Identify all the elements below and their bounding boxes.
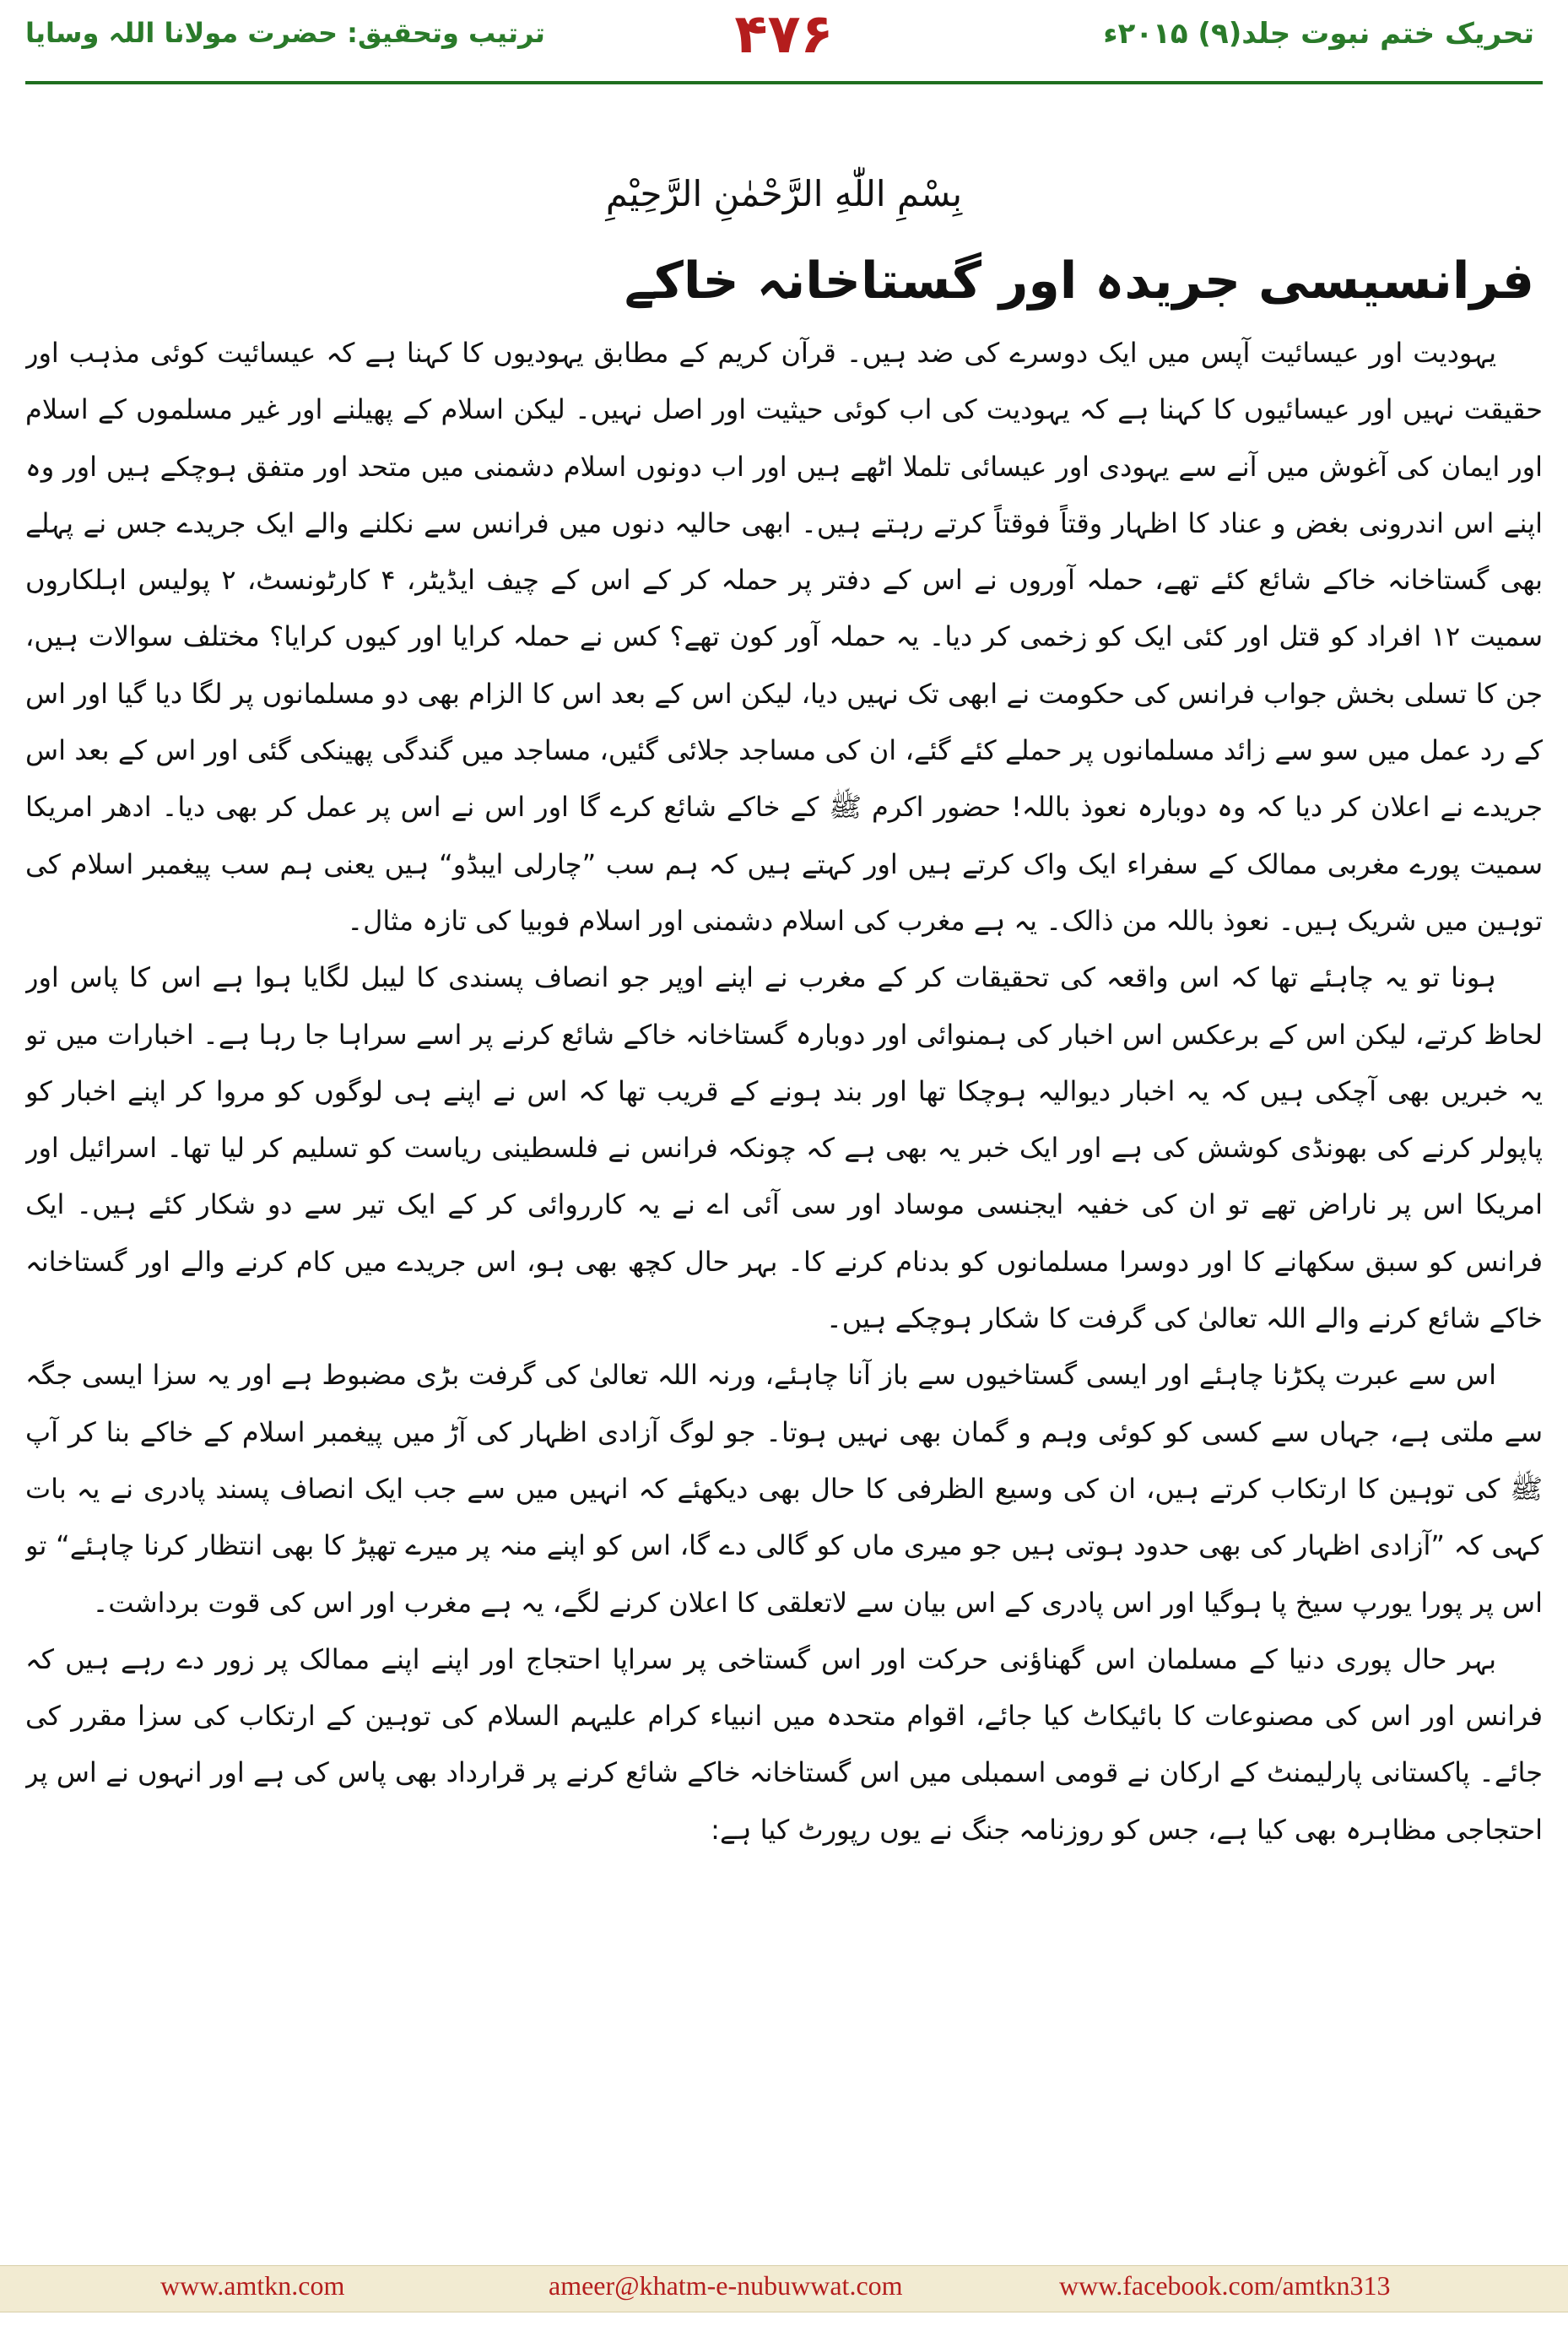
paragraph: اس سے عبرت پکڑنا چاہئے اور ایسی گستاخیوں سے باز آنا چاہئے، ورنہ اللہ تعالیٰ کی گرفت بڑی مضبوط ہے اور یہ سزا ایسی جگہ سے ملتی ہے، جہاں سے کسی کو کوئی وہم و گمان بھی نہیں ہوتا۔ جو لوگ آزادی اظہار کی آڑ میں پیغمبر اسلام کے خاکے بنا کر آپ ﷺ کی توہین کا ارتکاب کرتے ہیں، ان کی وسیع الظرفی کا حال بھی دیکھئے کہ انہیں میں سے جب ایک انصاف پسند پادری نے یہ بات کہی کہ ”آزادی اظہار کی بھی حدود ہوتی ہیں جو میری ماں کو گالی دے گا، اس کو اپنے منہ پر میرے تھپڑ کا بھی انتظار کرنا چاہئے“ تو اس پر پورا یورپ سیخ پا ہوگیا اور اس پادری کے اس بیان سے لاتعلقی کا اعلان کرنے لگے، یہ ہے مغرب اور اس کی قوت برداشت۔: [25, 1359, 1543, 1619]
website-link[interactable]: www.amtkn.com: [160, 2270, 345, 2301]
page-number: ۴۷۶: [734, 3, 834, 66]
series-title: تحریک ختم نبوت جلد(۹) ۲۰۱۵ء: [1103, 17, 1534, 51]
compiler-credit: ترتیب وتحقیق: حضرت مولانا اللہ وسایا: [25, 17, 545, 49]
header-divider: [25, 81, 1543, 84]
article-body: [25, 325, 1543, 2253]
paragraph: بہر حال پوری دنیا کے مسلمان اس گھناؤنی حرکت اور اس گستاخی پر سراپا احتجاج اور اپنے اپنے ممالک پر زور دے رہے ہیں کہ فرانس اور اس کی مصنوعات کا بائیکاٹ کیا جائے، اقوام متحدہ میں انبیاء کرام علیہم السلام کی توہین کے ارتکاب کی سزا مقرر کی جائے۔ پاکستانی پارلیمنٹ کے ارکان نے قومی اسمبلی میں اس گستاخانہ خاکے شائع کرنے پر قرارداد بھی پاس کی ہے اور انہوں نے اس پر احتجاجی مظاہرہ بھی کیا ہے، جس کو روزنامہ جنگ نے یوں رپورٹ کیا ہے:: [25, 1642, 1543, 1846]
bismillah: بِسْمِ اللّٰهِ الرَّحْمٰنِ الرَّحِيْمِ: [605, 173, 963, 214]
article-title: فرانسیسی جریدہ اور گستاخانہ خاکے: [624, 252, 1534, 311]
paragraph: ہونا تو یہ چاہئے تھا کہ اس واقعہ کی تحقیقات کر کے مغرب نے اپنے اوپر جو انصاف پسندی کا لیبل لگایا ہوا ہے اس کا پاس اور لحاظ کرتے، لیکن اس کے برعکس اس اخبار کی ہمنوائی اور دوبارہ گستاخانہ خاکے شائع کرنے پر اسے سراہا جا رہا ہے۔ اخبارات میں تو یہ خبریں بھی آچکی ہیں کہ یہ اخبار دیوالیہ ہوچکا تھا اور بند ہونے کے قریب تھا کہ اس نے اپنے ہی لوگوں کو مروا کر اپنے اخبار کو پاپولر کرنے کی بھونڈی کوشش کی ہے اور ایک خبر یہ بھی ہے کہ چونکہ فرانس نے فلسطینی ریاست کو تسلیم کر لیا تھا۔ اسرائیل اور امریکا اس پر ناراض تھے تو ان کی خفیہ ایجنسی موساد اور سی آئی اے نے یہ کارروائی کر کے ایک تیر سے دو شکار کئے ہیں۔ ایک فرانس کو سبق سکھانے کا اور دوسرا مسلمانوں کو بدنام کرنے کا۔ بہر حال کچھ بھی ہو، اس جریدے میں کام کرنے والے اور گستاخانہ خاکے شائع کرنے والے اللہ تعالیٰ کی گرفت کا شکار ہوچکے ہیں۔: [25, 961, 1543, 1335]
email-link[interactable]: ameer@khatm-e-nubuwwat.com: [549, 2270, 903, 2301]
paragraph: یہودیت اور عیسائیت آپس میں ایک دوسرے کی ضد ہیں۔ قرآن کریم کے مطابق یہودیوں کا کہنا ہے کہ عیسائیت کوئی مذہب اور حقیقت نہیں اور عیسائیوں کا کہنا ہے کہ یہودیت کی اب کوئی حیثیت اور اصل نہیں۔ لیکن اسلام کے پھیلنے اور غیر مسلموں کے اسلام اور ایمان کی آغوش میں آنے سے یہودی اور عیسائی تلملا اٹھے ہیں اور اب دونوں اسلام دشمنی میں متحد اور متفق ہوچکے ہیں اور وہ اپنے اس اندرونی بغض و عناد کا اظہار وقتاً فوقتاً کرتے رہتے ہیں۔ ابھی حالیہ دنوں میں فرانس سے نکلنے والے ایک جریدے جس نے پہلے بھی گستاخانہ خاکے شائع کئے تھے، حملہ آوروں نے اس کے دفتر پر حملہ کر کے اس کے چیف ایڈیٹر، ۴ کارٹونسٹ، ۲ پولیس اہلکاروں سمیت ۱۲ افراد کو قتل اور کئی ایک کو زخمی کر دیا۔ یہ حملہ آور کون تھے؟ کس نے حملہ کرایا اور کیوں کرایا؟ مختلف سوالات ہیں، جن کا تسلی بخش جواب فرانس کی حکومت نے ابھی تک نہیں دیا، لیکن اس کے بعد اس کا الزام بھی دو مسلمانوں پر لگا دیا گیا اور اس کے رد عمل میں سو سے زائد مسلمانوں پر حملے کئے گئے، ان کی مساجد جلائی گئیں، مساجد میں گندگی پھینکی گئی اور اس کے بعد اس جریدے نے اعلان کر دیا کہ وہ دوبارہ نعوذ باللہ! حضور اکرم ﷺ کے خاکے شائع کرے گا اور اس نے اس پر عمل کر بھی دیا۔ ادھر امریکا سمیت پورے مغربی ممالک کے سفراء ایک واک کرتے ہیں اور کہتے ہیں کہ ہم سب ”چارلی ایبڈو“ ہیں یعنی ہم سب پیغمبر اسلام کی توہین میں شریک ہیں۔ نعوذ باللہ من ذالک۔ یہ ہے مغرب کی اسلام دشمنی اور اسلام فوبیا کی تازہ مثال۔: [25, 337, 1543, 937]
facebook-link[interactable]: www.facebook.com/amtkn313: [1059, 2270, 1391, 2301]
page-header: [0, 0, 1568, 101]
